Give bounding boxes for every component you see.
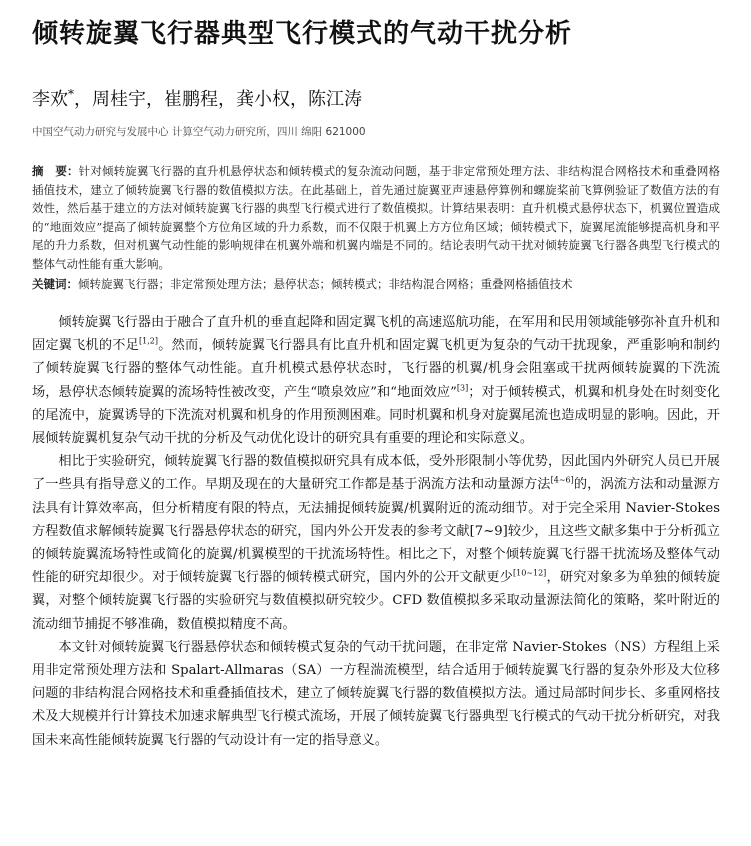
abstract-label: 摘 要： [32, 164, 79, 178]
body-text: ；对于倾转模式，机翼和机身处在时刻变化的尾流中，旋翼诱导的下洗流对机翼和机身的作用预测困难。同时机翼和机身对旋翼尾流也造成明显的影响。因此，开展倾转旋翼机复杂气动干扰的分析及气动优化设计的研究具有重要的理论和实际意义。 [32, 384, 720, 447]
citation: [4~6] [550, 476, 574, 486]
body-paragraph-3: 本文针对倾转旋翼飞行器悬停状态和倾转模式复杂的气动干扰问题，在非定常 Navier-Stokes（NS）方程组上采用非定常预处理方法和 Spalart-Allmaras（SA）一方程湍流模型，结合适用于倾转旋翼飞行器的复杂外形及大位移问题的非结构混合网格技术和重叠插值技术，建立了倾转旋翼飞行器的数值模拟方法。通过局部时间步长、多重网格技术及大规模并行计算技术加速求解典型飞行模式流场，开展了倾转旋翼飞行器典型飞行模式的气动干扰分析研究，对我国未来高性能倾转旋翼飞行器的气动设计有一定的指导意义。 [32, 639, 720, 748]
abstract [32, 162, 720, 273]
paper-page [32, 14, 720, 752]
citation: [3] [456, 383, 469, 393]
body-text: 相比于实验研究，倾转旋翼飞行器的数值模拟研究具有成本低，受外形限制小等优势，因此国内外研究人员已开展了一些具有指导意义的工作。早期及现在的大量研究工作都是基于涡流方法和动量源方法 [32, 454, 720, 493]
keywords-label: 关键词： [32, 277, 78, 291]
citation: [10~12] [513, 568, 547, 578]
keywords-text: 倾转旋翼飞行器；非定常预处理方法；悬停状态；倾转模式；非结构混合网格；重叠网格插值技术 [78, 277, 573, 291]
affiliation: 中国空气动力研究与发展中心 计算空气动力研究所，四川 绵阳 621000 [32, 126, 366, 138]
body-paragraph-2 [32, 450, 720, 636]
keywords [32, 275, 720, 293]
first-author: 李欢 [32, 89, 68, 110]
body-text: 的，涡流方法和动量源方法具有计算效率高，但分析精度有限的特点，无法捕捉倾转旋翼/机翼附近的流动细节。对于完全采用 Navier-Stokes 方程数值求解倾转旋翼飞行器悬停状态的研究，国内外公开发表的参考文献[7~9]较少，且这些文献多集中于分析孤立的倾转旋翼流场特性或简化的旋翼/机翼模型的干扰流场特性。相比之下，对整个倾转旋翼飞行器干扰流场及整体气动性能的研究却很少。对于倾转旋翼飞行器的倾转模式研究，国内外的公开文献更少 [32, 477, 721, 586]
author-list [32, 82, 720, 112]
paper-title: 倾转旋翼飞行器典型飞行模式的气动干扰分析 [32, 19, 573, 49]
body-text: 。然而，倾转旋翼飞行器具有比直升机和固定翼飞机更为复杂的气动干扰现象，严重影响和制约了倾转旋翼飞行器的整体气动性能。直升机模式悬停状态时，飞行器的机翼/机身会阻塞或干扰两倾转旋翼的下洗流场，悬停状态倾转旋翼的流场特性被改变，产生“喷泉效应”和“地面效应” [32, 338, 720, 400]
body-paragraph-1 [32, 311, 720, 450]
abstract-text: 针对倾转旋翼飞行器的直升机悬停状态和倾转模式的复杂流动问题，基于非定常预处理方法、非结构混合网格技术和重叠网格插值技术，建立了倾转旋翼飞行器的数值模拟方法。在此基础上，首先通过旋翼亚声速悬停算例和螺旋桨前飞算例验证了数值方法的有效性，然后基于建立的方法对倾转旋翼飞行器的典型飞行模式进行了数值模拟。计算结果表明：直升机模式悬停状态下，机翼位置造成的“地面效应”提高了倾转旋翼整个方位角区域的升力系数，而不仅限于机翼上方方位角区域；倾转模式下，旋翼尾流能够提高机身和平尾的升力系数，但对机翼气动性能的影响规律在机翼外端和机翼内端是不同的。结论表明气动干扰对倾转旋翼飞行器各典型飞行模式的整体气动性能有重大影响。 [32, 164, 720, 271]
corresponding-mark: * [68, 87, 74, 101]
citation: [1,2] [139, 336, 159, 346]
body-text: 倾转旋翼飞行器由于融合了直升机的垂直起降和固定翼飞机的高速巡航功能，在军用和民用领域能够弥补直升机和固定翼飞机的不足 [32, 315, 720, 354]
other-authors: ，周桂宇，崔鹏程，龚小权，陈江涛 [74, 89, 362, 110]
body-text: ，研究对象多为单独的倾转旋翼，对整个倾转旋翼飞行器的实验研究与数值模拟研究较少。CFD 数值模拟多采取动量源法简化的策略，桨叶附近的流动细节捕捉不够准确，数值模拟精度不高。 [32, 570, 721, 632]
main-body [32, 311, 720, 752]
